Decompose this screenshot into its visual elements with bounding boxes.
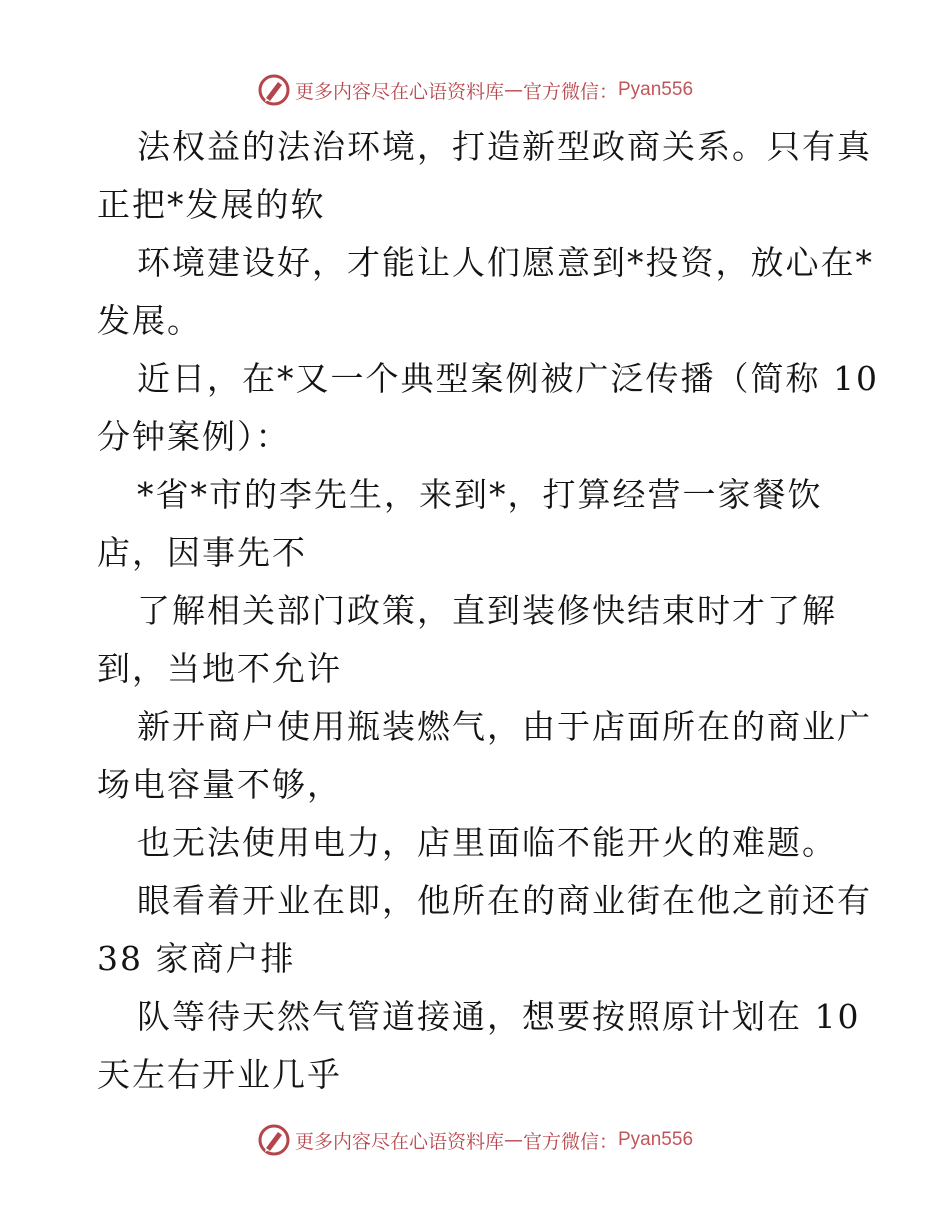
banner-separator: —	[503, 79, 523, 101]
footer-banner	[0, 1120, 950, 1160]
text-line: 38 家商户排	[97, 939, 296, 978]
header-banner	[0, 70, 950, 110]
text-line: 法权益的法治环境，打造新型政商关系。只有真	[137, 127, 872, 166]
banner-wechat-id: Pyan556	[618, 79, 694, 100]
banner-main-text: 更多内容尽在心语资料库	[294, 1130, 504, 1153]
text-line: 新开商户使用瓶装燃气，由于店面所在的商业广	[137, 707, 872, 746]
text-line: *省*市的李先生，来到*，打算经营一家餐饮	[137, 475, 823, 514]
banner-separator: —	[503, 1129, 523, 1151]
banner-wechat-label: 官方微信：	[522, 80, 618, 103]
text-line: 也无法使用电力，店里面临不能开火的难题。	[137, 823, 837, 862]
text-line: 天左右开业几乎	[97, 1055, 342, 1094]
document-body	[97, 118, 879, 1104]
text-line: 场电容量不够，	[97, 765, 342, 804]
text-line: 了解相关部门政策，直到装修快结束时才了解	[137, 591, 837, 630]
text-line: 正把*发展的软	[97, 185, 326, 224]
pen-circle-logo-icon	[257, 1123, 291, 1157]
text-line: 眼看着开业在即，他所在的商业街在他之前还有	[137, 881, 872, 920]
text-line: 店，因事先不	[97, 533, 307, 572]
text-line: 到，当地不允许	[97, 649, 342, 688]
text-line: 发展。	[97, 301, 202, 340]
banner-main-text: 更多内容尽在心语资料库	[294, 80, 504, 103]
text-line: 近日，在*又一个典型案例被广泛传播（简称 10	[137, 359, 879, 398]
text-line: 环境建设好，才能让人们愿意到*投资，放心在*	[137, 243, 874, 282]
text-line: 分钟案例）：	[97, 417, 291, 456]
banner-wechat-label: 官方微信：	[522, 1130, 618, 1153]
text-line: 队等待天然气管道接通，想要按照原计划在 10	[137, 997, 861, 1036]
pen-circle-logo-icon	[257, 73, 291, 107]
banner-wechat-id: Pyan556	[618, 1129, 694, 1150]
